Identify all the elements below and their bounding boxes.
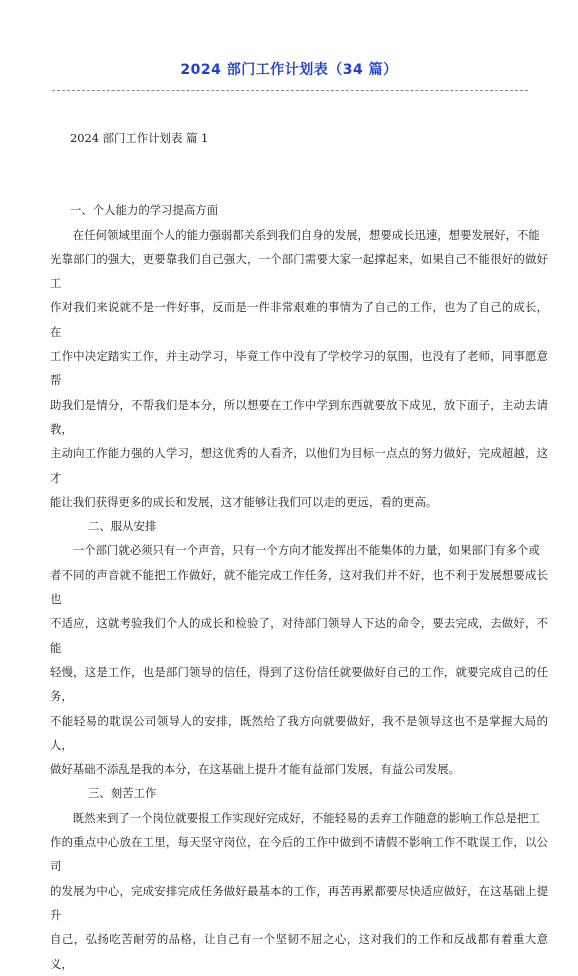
paragraph-line: 自己，弘扬吃苦耐劳的品格，让自己有一个坚韧不屈之心，这对我们的工作和反战都有着重大意义， [50,932,548,971]
section-paragraph-3 [50,806,548,976]
paragraph-line: 既然来到了一个岗位就要报工作实现好完成好，不能轻易的丢弃工作随意的影响工作总是把工 [50,810,540,825]
section-paragraph-1 [50,223,548,515]
paragraph-line: 做好基础不添乱是我的本分，在这基础上提升才能有益部门发展，有益公司发展。 [50,762,461,777]
section-heading-1: 一、个人能力的学习提高方面 [70,203,219,218]
paragraph-line: 助我们是情分，不帮我们是本分，所以想要在工作中学到东西就要放下成见，放下面子，主动去请教， [50,397,548,436]
document-title: 2024 部门工作计划表（34 篇） [180,62,398,78]
paragraph-line: 光靠部门的强大，更要靠我们自己强大，一个部门需要大家一起撑起来，如果自己不能很好的做好工 [50,251,548,291]
paragraph-line: 主动向工作能力强的人学习，想这优秀的人看齐，以他们为目标一点点的努力做好，完成超越，这才 [50,446,548,485]
paragraph-line: 一个部门就必须只有一个声音，只有一个方向才能发挥出不能集体的力量，如果部门有多个或 [50,543,540,558]
paragraph-line: 轻慢，这是工作，也是部门领导的信任，得到了这份信任就要做好自己的工作，就要完成自己的任务， [50,664,548,704]
paragraph-line: 作对我们来说就不是一件好事，反而是一件非常艰难的事情为了自己的工作，也为了自己的成长，在 [50,300,548,339]
document-body [50,126,548,976]
title-divider [52,90,528,91]
paragraph-line: 不能轻易的耽误公司领导人的安排，既然给了我方向就要做好，我不是领导这也不是掌握大局的人， [50,713,548,752]
paragraph-line: 的发展为中心，完成安排完成任务做好最基本的工作，再苦再累都要尽快适应做好，在这基础上提升 [50,883,548,922]
section-heading-3: 三、刻苦工作 [88,786,157,801]
article-subtitle: 2024 部门工作计划表 篇 1 [70,131,209,145]
section-heading-2: 二、服从安排 [88,519,157,534]
paragraph-line: 者不同的声音就不能把工作做好，就不能完成工作任务，这对我们并不好，也不利于发展想要成长也 [50,567,548,607]
paragraph-line: 在任何领域里面个人的能力强弱都关系到我们自身的发展，想要成长迅速，想要发展好，不能 [50,227,540,242]
paragraph-line: 作的重点中心放在工里，每天坚守岗位，在今后的工作中做到不请假不影响工作不耽误工作，以公司 [50,835,548,874]
paragraph-line: 工作中决定踏实工作，并主动学习，毕竟工作中没有了学校学习的氛围，也没有了老师，同事愿意帮 [50,349,548,388]
paragraph-line: 不适应，这就考验我们个人的成长和检验了，对待部门领导人下达的命令，要去完成，去做好，不能 [50,616,548,655]
paragraph-line: 能让我们获得更多的成长和发展，这才能够让我们可以走的更远，看的更高。 [50,494,438,509]
section-paragraph-2 [50,538,548,781]
